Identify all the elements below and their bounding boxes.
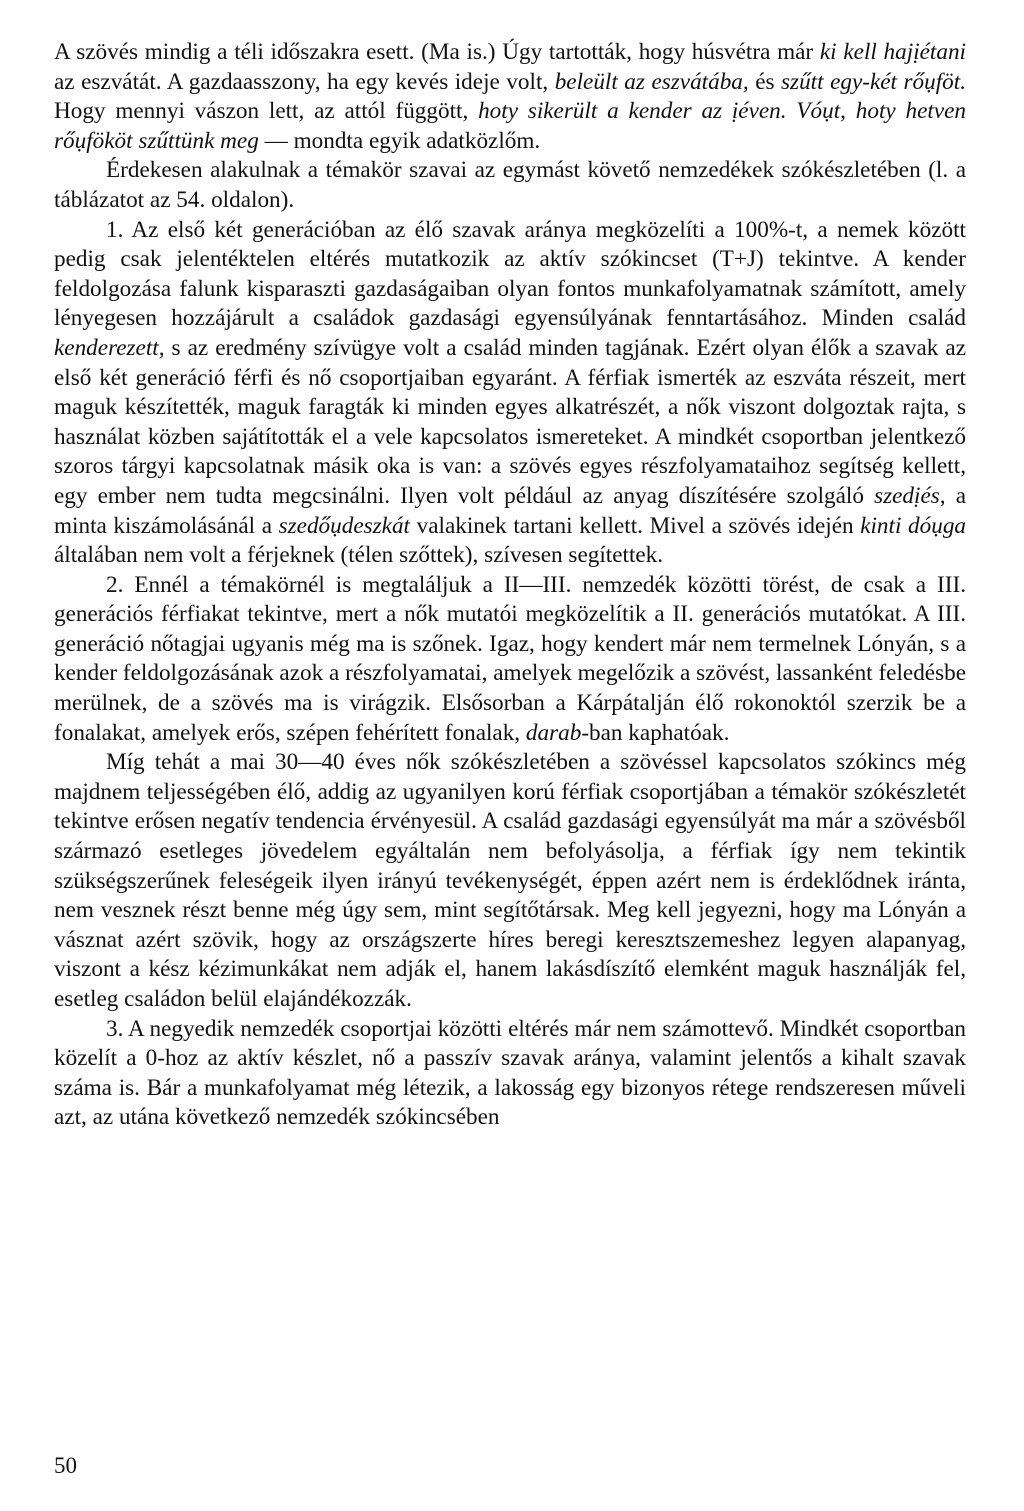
text-run: A szövés mindig a téli időszakra esett. (Ma is.) Úgy tartották, hogy húsvétra már (54, 39, 820, 65)
text-run: s az eredmény szívügye volt a család minden tagjának. Ezért olyan élők a szavak az első két generáció férfi és nő csoportjaiban egyaránt. A férfiak ismerték az eszváta részeit, mert maguk készítették, maguk faragták ki minden egyes alkatrészét, a nők viszont dolgoztak rajta, s használat közben sajátították el a vele kapcsolatos ismereteket. A mindkét csoportban jelentkező szoros tárgyi kapcsolatnak másik oka is van: a szövés egyes részfolyamataihoz segítség kellett, egy ember nem tudta megcsinálni. Ilyen volt például az anyag díszítésére szolgáló (54, 334, 966, 509)
paragraph-weaving-season (54, 38, 966, 156)
italic-dialect-term: szedịés, (874, 482, 946, 509)
text-run: Érdekesen alakulnak a témakör szavai az egymást követő nemzedékek szókészletében (l. a táblázatot az 54. oldalon). (54, 157, 966, 213)
text-run: általában nem volt a férjeknek (télen szőttek), szívesen segítettek. (54, 542, 664, 569)
italic-dialect-term: kinti dóụga (860, 512, 967, 539)
text-run: és (748, 68, 782, 95)
text-run: Hogy mennyi vászon lett, az attól függött, (54, 98, 479, 125)
page-number: 50 (54, 1453, 77, 1478)
italic-dialect-term: beleült az eszvátába, (554, 68, 749, 95)
italic-dialect-term: darab (525, 719, 582, 746)
paragraph-point-3 (54, 1015, 966, 1133)
text-run: -ban kaphatóak. (581, 719, 730, 746)
italic-dialect-term: szűtt egy-két rőụföt. (781, 68, 966, 95)
italic-dialect-term: kenderezett, (54, 334, 165, 361)
text-run: — mondta egyik adatközlőm. (258, 127, 541, 154)
text-run: 1. Az első két generációban az élő szavak aránya megközelíti a 100%-t, a nemek között pedig csak jelentéktelen eltérés mutatkozik az aktív szókincset (T+J) tekintve. A kender feldolgozása falunk kisparaszti gazdaságaiban olyan fontos munkafolyamatnak számított, amely lényegesen hozzájárult a családok gazdasági egyensúlyának fenntartásához. Minden család (54, 216, 966, 332)
paragraph-point-2 (54, 571, 966, 749)
page-body (54, 38, 966, 1133)
text-run: az eszvátát. A gazdaasszony, ha egy kevés ideje volt, (54, 68, 555, 95)
text-run: Míg tehát a mai 30—40 éves nők szókészletében a szövéssel kapcsolatos szókincs még majdnem teljességében élő, addig az ugyanilyen korú férfiak csoportjában a témakör szókészletét tekintve erősen negatív tendencia érvényesül. A család gazdasági egyensúlyát ma már a szövésből származó esetleges jövedelem egyáltalán nem befolyásolja, a férfiak így nem tekintik szükségszerűnek feleségeik ilyen irányú tevékenységét, éppen azért nem is érdeklődnek iránta, nem vesznek részt benne még úgy sem, mint segítőtársak. Meg kell jegyezni, hogy ma Lónyán a vásznat azért szövik, hogy az országszerte híres beregi keresztszemeshez legyen alapanyag, viszont a kész kézimunkákat nem adják el, hanem lakásdíszítő elemként maguk használják fel, esetleg családon belül elajándékozzák. (54, 749, 966, 1012)
paragraph-vocabulary-intro (54, 156, 966, 215)
text-run: 3. A negyedik nemzedék csoportjai közötti eltérés már nem számottevő. Mindkét csoportban közelít a 0-hoz az aktív készlet, nő a passzív szavak aránya, valamint jelentős a kihalt szavak száma is. Bár a munkafolyamat még létezik, a lakosság egy bizonyos rétege rendszeresen műveli azt, az utána következő nemzedék szókincsében (54, 1015, 966, 1131)
paragraph-men-women-comparison (54, 748, 966, 1014)
text-run: valakinek tartani kellett. Mivel a szövés idején (410, 512, 861, 539)
italic-dialect-term: szedőụdeszkát (278, 512, 410, 539)
text-run: 2. Ennél a témakörnél is megtaláljuk a II—III. nemzedék közötti törést, de csak a III. generációs férfiakat tekintve, mert a nők mutatói megközelítik a II. generációs mutatókat. A III. generáció nőtagjai ugyanis még ma is szőnek. Igaz, hogy kendert már nem termelnek Lónyán, s a kender feldolgozásának azok a részfolyamatai, amelyek megelőzik a szövést, lassanként feledésbe merülnek, de a szövés ma is virágzik. Elsősorban a Kárpátalján élő rokonoktól szerzik be a fonalakat, amelyek erős, szépen fehérített fonalak, (54, 571, 966, 746)
italic-dialect-term: ki kell hajịétani (819, 39, 966, 65)
paragraph-point-1 (54, 216, 966, 571)
text-run: a minta kiszámolásánál a (54, 482, 966, 539)
italic-dialect-term: hoty sikerült a kender az ịéven. Vóụt, hoty hetven rőụfököt szűttünk meg (54, 98, 966, 154)
